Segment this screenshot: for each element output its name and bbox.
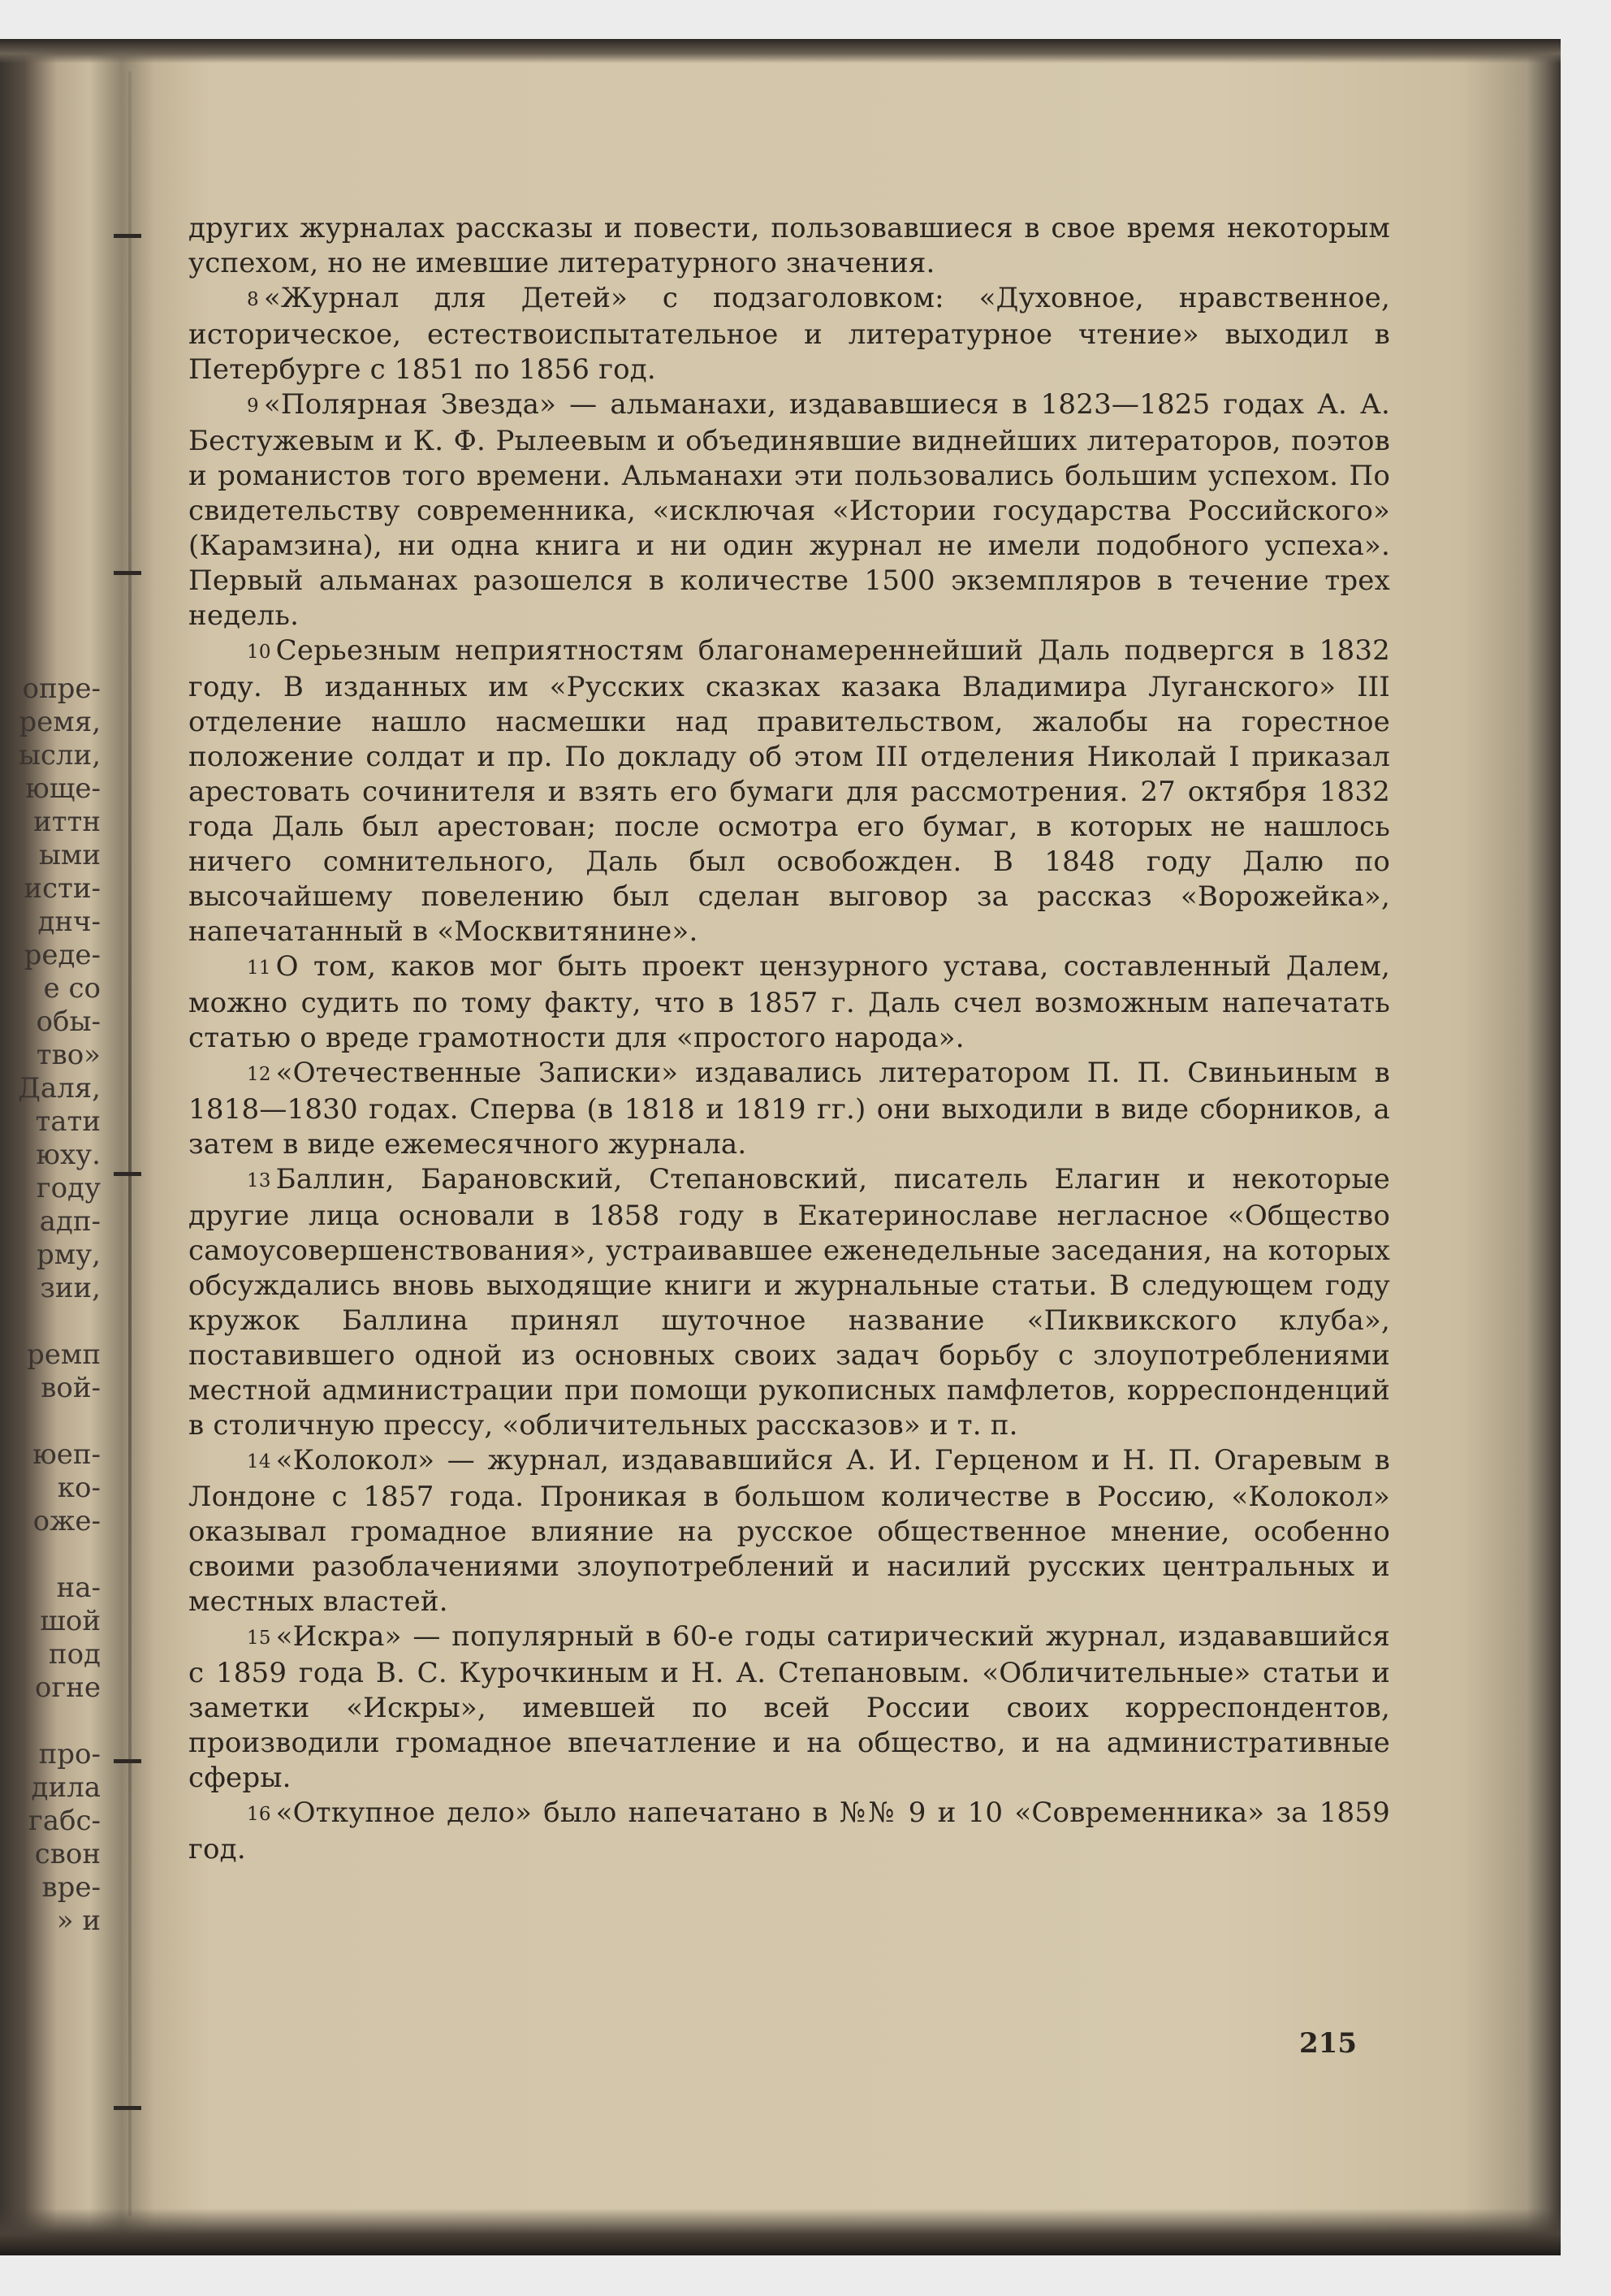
footnote (188, 949, 1390, 1056)
book-gutter (128, 71, 132, 2216)
left-page-fragment: иттн (33, 806, 101, 838)
left-page-fragment: реде- (24, 939, 101, 971)
left-page-fragment: рму, (36, 1239, 101, 1271)
footnote (188, 633, 1390, 949)
left-page-fragment (0, 1305, 106, 1338)
footnote-text: «Полярная Звезда» — альманахи, издававшиеся в 1823—1825 годах А. А. Бестужевым и К. Ф. Рылеевым и объединявшие виднейших литераторов, поэтов и романистов того времени. Альманахи эти пользовались большим успехом. По свидетельству современника, «исключая «Истории государства Российского» (Карамзина), ни одна книга и ни один журнал не имели подобного успеха». Первый альманах разошелся в количестве 1500 экземпляров в течение трех недель. (188, 388, 1390, 632)
left-page-fragment: на- (56, 1572, 101, 1604)
left-page-fragment: е со (43, 972, 101, 1005)
left-page-fragment: ко- (57, 1472, 101, 1504)
footnote (188, 1796, 1390, 1867)
footnote-text: «Искра» — популярный в 60-е годы сатирический журнал, издававшийся с 1859 года В. С. Курочкиным и Н. А. Степановым. «Обличительные» статьи и заметки «Искры», имевшей по всей России своих корреспондентов, производили громадное впечатление и на общество, и на административные сферы. (188, 1620, 1390, 1794)
footnote (188, 1619, 1390, 1796)
left-page-fragment: ысли, (18, 739, 101, 772)
scanned-book-spread (0, 39, 1561, 2255)
footnote-number: 15 (247, 1628, 271, 1649)
left-page-fragment: вре- (41, 1871, 101, 1904)
gutter-mark (114, 234, 141, 238)
footnote (188, 1443, 1390, 1619)
footnote-text: «Колокол» — журнал, издававшийся А. И. Герценом и Н. П. Огаревым в Лондоне с 1857 года. Проникая в большом количестве в Россию, «Колокол» оказывал громадное влияние на русское общественное мнение, особенно своими разоблачениями злоупотреблений и насилий русских центральных и местных властей. (188, 1444, 1390, 1618)
left-page-fragment: Даля, (18, 1072, 101, 1105)
footnote (188, 281, 1390, 387)
left-page-fragment (0, 1405, 106, 1438)
footnote-text: «Отечественные Записки» издавались литератором П. П. Свиньиным в 1818—1830 годах. Сперва (в 1818 и 1819 гг.) они выходили в виде сборников, а затем в виде ежемесячного журнала. (188, 1057, 1390, 1161)
page-number: 215 (1299, 2027, 1357, 2060)
left-page-fragment: юеп- (32, 1438, 101, 1471)
left-page-fragment: ремп (27, 1338, 101, 1371)
left-page-fragment: габс- (28, 1805, 101, 1837)
footnote-number: 12 (247, 1064, 271, 1085)
footnote-number: 10 (247, 642, 271, 663)
gutter-mark (114, 1172, 141, 1176)
gutter-mark (114, 571, 141, 575)
footnote-text: Серьезным неприятностям благонамереннейший Даль подвергся в 1832 году. В изданных им «Русских сказках казака Владимира Луганского» III отделение нашло насмешки над правительством, жалобы на горестное положение солдат и пр. По докладу об этом III отделения Николай I приказал арестовать сочинителя и взять его бумаги для рассмотрения. 27 октября 1832 года Даль был арестован; после осмотра его бумаг, в которых не нашлось ничего сомнительного, Даль был освобожден. В 1848 году Далю по высочайшему повелению был сделан выговор за рассказ «Ворожейка», напечатанный в «Москвитянине». (188, 634, 1390, 948)
left-page-fragment: » и (56, 1905, 101, 1937)
left-page-edge (0, 672, 106, 2053)
footnotes-text (188, 211, 1390, 1867)
continuation-paragraph: других журналах рассказы и повести, пользовавшиеся в свое время некоторым успехом, но не имевшие литературного значения. (188, 212, 1390, 279)
footnote-number: 9 (247, 396, 259, 417)
left-page-fragment (0, 1538, 106, 1572)
footnote-text: Баллин, Барановский, Степановский, писатель Елагин и некоторые другие лица основали в 1858 году в Екатеринославе негласное «Общество самоусовершенствования», устраивавшее еженедельные заседания, на которых обсуждались вновь выходящие книги и журнальные статьи. В следующем году кружок Баллина принял шуточное название «Пиквикского клуба», поставившего одной из основных своих задач борьбу с злоупотреблениями местной администрации при помощи рукописных памфлетов, корреспонденций в столичную прессу, «обличительных рассказов» и т. п. (188, 1163, 1390, 1442)
footnote-number: 11 (247, 958, 271, 979)
footnote-number: 14 (247, 1451, 271, 1472)
footnote (188, 1056, 1390, 1162)
left-page-fragment: исти- (24, 872, 101, 905)
footnote-number: 13 (247, 1170, 271, 1191)
gutter-mark (114, 2106, 141, 2110)
left-page-fragment: году (36, 1172, 101, 1204)
left-page-fragment: вой- (41, 1372, 101, 1404)
footnote-number: 16 (247, 1804, 271, 1825)
left-page-fragment: дила (31, 1771, 101, 1804)
left-page-fragment: ыми (38, 839, 101, 871)
footnote-list (188, 281, 1390, 1867)
footnote-text: «Журнал для Детей» с подзаголовком: «Духовное, нравственное, историческое, естествоиспытательное и литературное чтение» выходил в Петербурге с 1851 по 1856 год. (188, 282, 1390, 386)
left-page-fragment: ремя, (19, 706, 101, 738)
left-page-fragment: оже- (32, 1505, 101, 1537)
left-page-fragment: опре- (22, 672, 101, 705)
footnote-text: «Откупное дело» было напечатано в №№ 9 и 10 «Современника» за 1859 год. (188, 1797, 1390, 1866)
left-page-fragment: адп- (39, 1205, 101, 1238)
footnote-text: О том, каков мог быть проект цензурного устава, составленный Далем, можно судить по тому факту, что в 1857 г. Даль счел возможным напечатать статью о вреде грамотности для «простого народа». (188, 950, 1390, 1054)
left-page-fragment: тати (35, 1105, 101, 1138)
left-page-fragment: свон (34, 1838, 101, 1870)
left-page-fragment: тво» (36, 1039, 101, 1071)
left-page-fragment: зии, (40, 1272, 101, 1304)
left-page-fragment: огне (34, 1671, 101, 1704)
left-page-fragment: про- (38, 1738, 101, 1771)
left-page-fragment (0, 1705, 106, 1738)
page-top-shadow (0, 39, 1561, 63)
gutter-mark (114, 1759, 141, 1763)
left-page-fragment: шой (40, 1605, 101, 1637)
footnote-number: 8 (247, 289, 259, 310)
left-page-fragment: под (48, 1638, 101, 1671)
left-page-fragment: юще- (25, 772, 101, 805)
page-bottom-shadow (0, 2208, 1561, 2255)
footnote (188, 1162, 1390, 1443)
left-page-fragment: днч- (37, 906, 101, 938)
left-page-fragment: юху. (36, 1139, 101, 1171)
left-page-fragment: обы- (36, 1005, 101, 1038)
footnote (188, 387, 1390, 633)
